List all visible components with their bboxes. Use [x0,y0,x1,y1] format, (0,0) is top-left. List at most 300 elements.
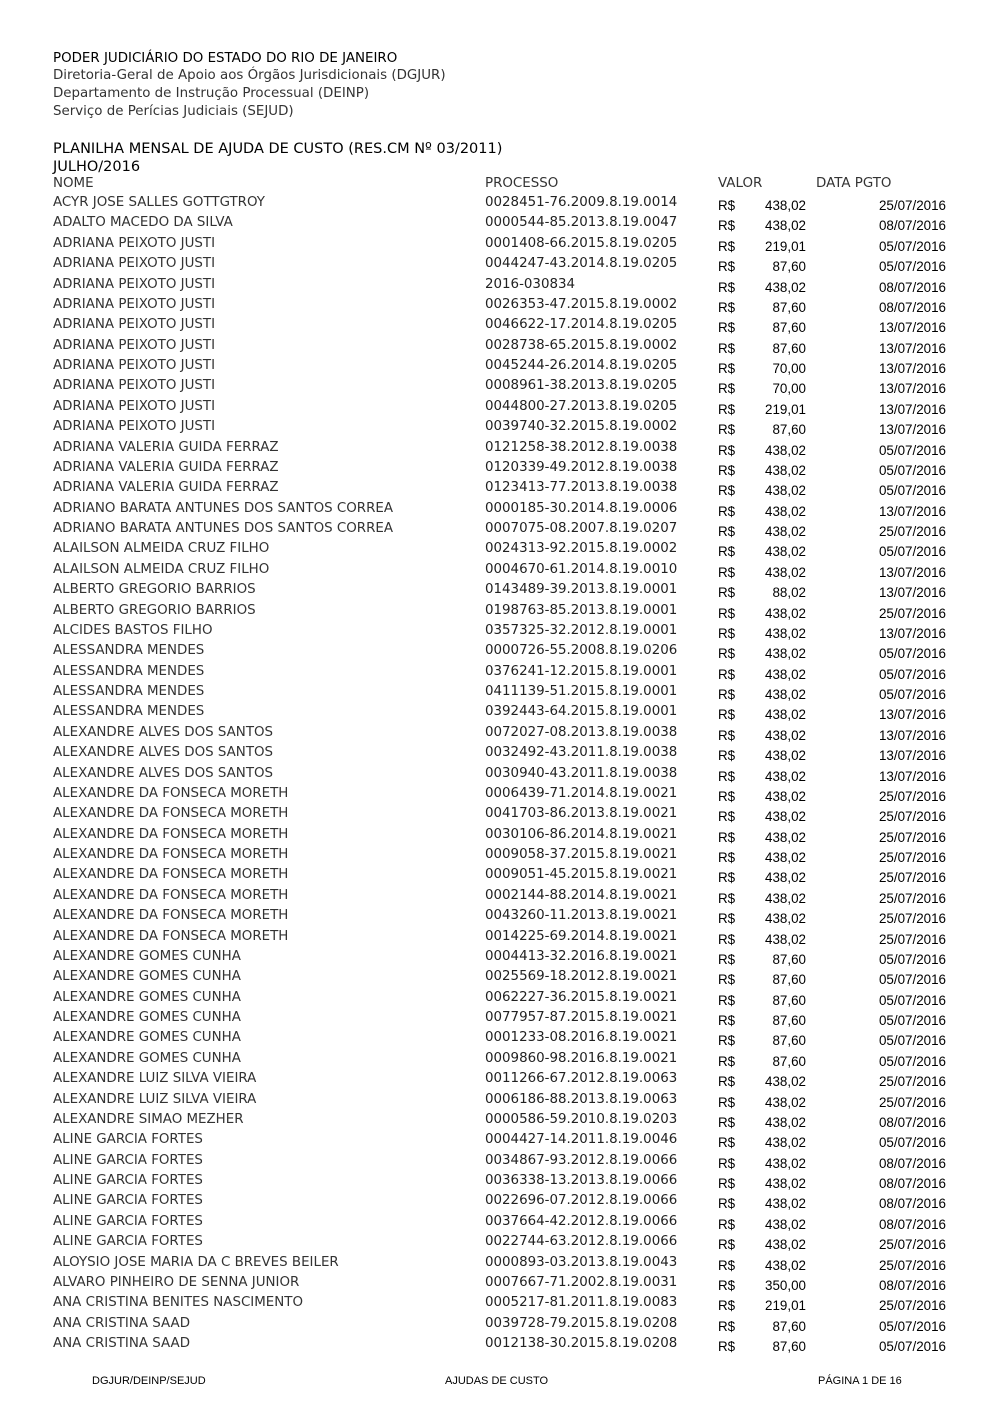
cell-processo: 0121258-38.2012.8.19.0038 [485,439,678,455]
cell-nome: ALINE GARCIA FORTES [53,1193,203,1209]
cell-processo: 0028451-76.2009.8.19.0014 [485,195,678,210]
cell-processo: 0077957-87.2015.8.19.0021 [485,1010,678,1025]
cell-processo: 0392443-64.2015.8.19.0001 [485,704,678,720]
cell-data-pgto: 05/07/2016 [878,544,946,560]
cell-nome: ALEXANDRE GOMES CUNHA [53,948,241,964]
cell-currency: R$ [718,279,736,295]
cell-currency: R$ [718,1114,736,1130]
cell-data-pgto: 08/07/2016 [878,299,946,315]
table-row [0,1335,1000,1355]
cell-currency: R$ [718,1033,736,1049]
cell-processo: 0007075-08.2007.8.19.0207 [485,521,678,536]
cell-valor: 438,02 [765,605,806,621]
cell-data-pgto: 25/07/2016 [878,809,946,825]
cell-processo: 0028738-65.2015.8.19.0002 [485,337,678,353]
cell-nome: ALEXANDRE DA FONSECA MORETH [53,887,289,903]
table-row [0,928,1000,948]
cell-valor: 438,02 [765,625,806,641]
cell-currency: R$ [718,707,736,723]
cell-valor: 438,02 [765,911,806,927]
cell-valor: 87,60 [772,259,806,275]
cell-processo: 0037664-42.2012.8.19.0066 [485,1213,678,1229]
cell-valor: 438,02 [765,442,806,458]
cell-nome: ALESSANDRA MENDES [53,663,205,679]
cell-data-pgto: 05/07/2016 [878,1033,946,1049]
cell-nome: ALAILSON ALMEIDA CRUZ FILHO [53,561,270,577]
cell-currency: R$ [718,585,736,601]
cell-processo: 0002144-88.2014.8.19.0021 [485,887,678,903]
cell-data-pgto: 13/07/2016 [878,361,946,376]
cell-processo: 0026353-47.2015.8.19.0002 [485,296,678,312]
cell-nome: ALAILSON ALMEIDA CRUZ FILHO [53,541,270,557]
cell-data-pgto: 08/07/2016 [878,218,946,234]
cell-processo: 0046622-17.2014.8.19.0205 [485,317,678,333]
cell-data-pgto: 13/07/2016 [878,320,946,336]
cell-data-pgto: 08/07/2016 [878,1277,946,1293]
cell-valor: 438,02 [765,1257,806,1273]
cell-currency: R$ [718,911,736,927]
cell-nome: ADRIANA VALERIA GUIDA FERRAZ [53,439,279,455]
table-row [0,316,1000,336]
cell-currency: R$ [718,788,736,804]
cell-data-pgto: 25/07/2016 [878,829,946,845]
cell-processo: 0000185-30.2014.8.19.0006 [485,500,678,516]
cell-data-pgto: 25/07/2016 [878,1257,946,1273]
cell-valor: 219,01 [765,238,806,254]
cell-currency: R$ [718,931,736,947]
cell-data-pgto: 05/07/2016 [878,442,946,458]
cell-valor: 87,60 [772,340,806,356]
cell-processo: 0024313-92.2015.8.19.0002 [485,541,678,557]
cell-valor: 438,02 [765,931,806,947]
cell-currency: R$ [718,625,736,641]
cell-currency: R$ [718,483,736,499]
table-row [0,276,1000,296]
directorate-name: Diretoria-Geral de Apoio aos Órgãos Jurisdicionais (DGJUR) [53,68,446,83]
cell-data-pgto: 08/07/2016 [878,1176,946,1191]
cell-processo: 0022696-07.2012.8.19.0066 [485,1193,678,1209]
footer-left: DGJUR/DEINP/SEJUD [92,1375,206,1387]
cell-nome: ALCIDES BASTOS FILHO [53,622,213,638]
table-row [0,1070,1000,1090]
cell-nome: ALBERTO GREGORIO BARRIOS [53,602,256,618]
cell-valor: 438,02 [765,748,806,764]
cell-data-pgto: 05/07/2016 [878,1053,946,1069]
table-row [0,1009,1000,1029]
cell-valor: 438,02 [765,218,806,234]
cell-processo: 0001233-08.2016.8.19.0021 [485,1030,678,1046]
cell-nome: ALEXANDRE GOMES CUNHA [53,1010,241,1025]
cell-valor: 87,60 [772,1033,806,1049]
table-row [0,785,1000,805]
cell-data-pgto: 13/07/2016 [878,564,946,580]
cell-currency: R$ [718,1216,736,1232]
cell-valor: 438,02 [765,666,806,682]
table-row [0,1152,1000,1172]
table-row [0,805,1000,825]
cell-currency: R$ [718,381,736,397]
cell-data-pgto: 05/07/2016 [878,1013,946,1028]
cell-valor: 438,02 [765,687,806,702]
cell-data-pgto: 05/07/2016 [878,259,946,275]
cell-nome: ADRIANA PEIXOTO JUSTI [53,398,216,414]
cell-nome: ALEXANDRE GOMES CUNHA [53,1050,241,1066]
cell-currency: R$ [718,809,736,825]
cell-currency: R$ [718,503,736,519]
cell-currency: R$ [718,340,736,356]
cell-processo: 0012138-30.2015.8.19.0208 [485,1336,678,1351]
cell-processo: 0004670-61.2014.8.19.0010 [485,561,678,577]
cell-currency: R$ [718,850,736,865]
cell-nome: ADRIANA PEIXOTO JUSTI [53,296,216,312]
cell-valor: 438,02 [765,850,806,865]
cell-nome: ALEXANDRE GOMES CUNHA [53,989,241,1005]
column-header-valor: VALOR [718,176,763,191]
table-row [0,622,1000,642]
table-row [0,377,1000,397]
cell-valor: 438,02 [765,1114,806,1130]
cell-currency: R$ [718,870,736,886]
cell-data-pgto: 25/07/2016 [878,1074,946,1090]
cell-currency: R$ [718,462,736,478]
cell-valor: 70,00 [772,381,806,397]
table-row [0,724,1000,744]
cell-currency: R$ [718,768,736,784]
table-row [0,744,1000,764]
table-row [0,663,1000,683]
column-header-data: DATA PGTO [816,176,892,191]
table-row [0,907,1000,927]
cell-currency: R$ [718,1053,736,1069]
cell-valor: 438,02 [765,768,806,784]
table-row [0,561,1000,581]
cell-valor: 438,02 [765,707,806,723]
cell-nome: ALINE GARCIA FORTES [53,1213,203,1229]
cell-currency: R$ [718,748,736,764]
cell-valor: 70,00 [772,361,806,376]
cell-processo: 0039740-32.2015.8.19.0002 [485,419,678,435]
cell-currency: R$ [718,972,736,988]
cell-nome: ADRIANA PEIXOTO JUSTI [53,378,216,394]
cell-data-pgto: 13/07/2016 [878,422,946,438]
cell-data-pgto: 08/07/2016 [878,1114,946,1130]
cell-processo: 0022744-63.2012.8.19.0066 [485,1234,678,1250]
payment-table [0,194,1000,1355]
cell-processo: 0000726-55.2008.8.19.0206 [485,643,678,659]
cell-currency: R$ [718,1013,736,1028]
cell-data-pgto: 05/07/2016 [878,238,946,254]
cell-valor: 438,02 [765,1237,806,1253]
table-row [0,948,1000,968]
cell-nome: ADRIANA PEIXOTO JUSTI [53,358,216,373]
cell-processo: 0014225-69.2014.8.19.0021 [485,928,678,944]
cell-nome: ACYR JOSE SALLES GOTTGTROY [53,195,265,210]
cell-nome: ANA CRISTINA BENITES NASCIMENTO [53,1295,303,1311]
table-row [0,459,1000,479]
table-row [0,1233,1000,1253]
cell-valor: 87,60 [772,1318,806,1334]
court-name: PODER JUDICIÁRIO DO ESTADO DO RIO DE JANEIRO [53,51,398,66]
cell-nome: ALEXANDRE DA FONSECA MORETH [53,847,289,862]
cell-data-pgto: 13/07/2016 [878,585,946,601]
cell-data-pgto: 13/07/2016 [878,768,946,784]
cell-data-pgto: 13/07/2016 [878,625,946,641]
cell-processo: 0039728-79.2015.8.19.0208 [485,1315,678,1331]
cell-data-pgto: 05/07/2016 [878,1318,946,1334]
cell-processo: 0044800-27.2013.8.19.0205 [485,398,678,414]
cell-data-pgto: 25/07/2016 [878,1298,946,1314]
cell-currency: R$ [718,1318,736,1334]
cell-valor: 438,02 [765,727,806,743]
cell-currency: R$ [718,1257,736,1273]
cell-processo: 0001408-66.2015.8.19.0205 [485,235,678,251]
table-row [0,500,1000,520]
cell-valor: 87,60 [772,1339,806,1354]
cell-data-pgto: 08/07/2016 [878,1216,946,1232]
cell-nome: ALVARO PINHEIRO DE SENNA JUNIOR [53,1274,300,1290]
cell-processo: 0041703-86.2013.8.19.0021 [485,806,678,822]
table-row [0,194,1000,214]
cell-processo: 0025569-18.2012.8.19.0021 [485,969,678,985]
cell-processo: 0004413-32.2016.8.19.0021 [485,948,678,964]
cell-data-pgto: 08/07/2016 [878,279,946,295]
cell-currency: R$ [718,218,736,234]
table-row [0,703,1000,723]
cell-currency: R$ [718,1176,736,1191]
table-row [0,337,1000,357]
cell-nome: ALOYSIO JOSE MARIA DA C BREVES BEILER [53,1254,339,1270]
cell-currency: R$ [718,890,736,906]
cell-currency: R$ [718,687,736,702]
cell-processo: 0120339-49.2012.8.19.0038 [485,459,678,475]
cell-data-pgto: 05/07/2016 [878,666,946,682]
cell-data-pgto: 13/07/2016 [878,727,946,743]
cell-data-pgto: 08/07/2016 [878,1155,946,1171]
cell-processo: 0143489-39.2013.8.19.0001 [485,582,678,598]
cell-processo: 0011266-67.2012.8.19.0063 [485,1071,678,1087]
cell-nome: ADRIANO BARATA ANTUNES DOS SANTOS CORREA [53,500,394,516]
cell-data-pgto: 05/07/2016 [878,992,946,1008]
cell-processo: 0000544-85.2013.8.19.0047 [485,215,678,231]
cell-processo: 0357325-32.2012.8.19.0001 [485,622,678,638]
cell-currency: R$ [718,1135,736,1151]
cell-valor: 87,60 [772,951,806,967]
table-row [0,1254,1000,1274]
cell-nome: ALEXANDRE SIMAO MEZHER [53,1111,244,1127]
cell-nome: ALEXANDRE DA FONSECA MORETH [53,908,289,924]
cell-nome: ADALTO MACEDO DA SILVA [53,215,233,231]
column-header-nome: NOME [53,176,94,191]
cell-nome: ALESSANDRA MENDES [53,704,205,720]
table-row [0,296,1000,316]
cell-currency: R$ [718,1237,736,1253]
cell-data-pgto: 13/07/2016 [878,381,946,397]
table-row [0,866,1000,886]
table-row [0,398,1000,418]
cell-processo: 0062227-36.2015.8.19.0021 [485,989,678,1005]
footer-center: AJUDAS DE CUSTO [445,1375,549,1387]
cell-processo: 0008961-38.2013.8.19.0205 [485,378,678,394]
cell-valor: 87,60 [772,972,806,988]
cell-currency: R$ [718,544,736,560]
cell-valor: 88,02 [772,585,806,601]
cell-nome: ADRIANA PEIXOTO JUSTI [53,276,216,292]
cell-processo: 0007667-71.2002.8.19.0031 [485,1274,678,1290]
cell-valor: 438,02 [765,279,806,295]
cell-processo: 0036338-13.2013.8.19.0066 [485,1173,678,1188]
table-row [0,1050,1000,1070]
cell-currency: R$ [718,1094,736,1110]
cell-processo: 0376241-12.2015.8.19.0001 [485,663,678,679]
table-row [0,602,1000,622]
cell-processo: 0000586-59.2010.8.19.0203 [485,1111,678,1127]
cell-nome: ADRIANA PEIXOTO JUSTI [53,337,216,353]
cell-nome: ALINE GARCIA FORTES [53,1234,203,1250]
table-row [0,846,1000,866]
cell-data-pgto: 05/07/2016 [878,462,946,478]
cell-nome: ALEXANDRE DA FONSECA MORETH [53,928,289,944]
cell-processo: 0004427-14.2011.8.19.0046 [485,1132,678,1148]
cell-valor: 438,02 [765,198,806,213]
cell-valor: 438,02 [765,890,806,906]
cell-currency: R$ [718,1298,736,1314]
cell-currency: R$ [718,198,736,213]
cell-currency: R$ [718,422,736,438]
cell-currency: R$ [718,259,736,275]
cell-valor: 219,01 [765,401,806,417]
table-row [0,989,1000,1009]
cell-data-pgto: 25/07/2016 [878,788,946,804]
cell-data-pgto: 05/07/2016 [878,483,946,499]
cell-processo: 0005217-81.2011.8.19.0083 [485,1295,678,1311]
document-title: PLANILHA MENSAL DE AJUDA DE CUSTO (RES.CM Nº 03/2011) [53,141,503,157]
cell-data-pgto: 13/07/2016 [878,503,946,519]
cell-nome: ALEXANDRE LUIZ SILVA VIEIRA [53,1091,257,1107]
cell-data-pgto: 05/07/2016 [878,646,946,662]
department-name: Departamento de Instrução Processual (DEINP) [53,86,370,101]
cell-data-pgto: 05/07/2016 [878,1135,946,1151]
cell-data-pgto: 05/07/2016 [878,972,946,988]
cell-valor: 438,02 [765,544,806,560]
cell-currency: R$ [718,442,736,458]
table-row [0,540,1000,560]
cell-valor: 438,02 [765,1216,806,1232]
cell-nome: ALEXANDRE GOMES CUNHA [53,1030,241,1046]
cell-currency: R$ [718,238,736,254]
cell-valor: 438,02 [765,809,806,825]
cell-valor: 438,02 [765,788,806,804]
table-row [0,1029,1000,1049]
cell-processo: 2016-030834 [485,276,576,292]
cell-processo: 0000893-03.2013.8.19.0043 [485,1254,678,1270]
cell-valor: 438,02 [765,1094,806,1110]
cell-valor: 438,02 [765,1196,806,1212]
table-row [0,968,1000,988]
cell-valor: 438,02 [765,1135,806,1151]
cell-processo: 0030940-43.2011.8.19.0038 [485,765,678,781]
cell-valor: 438,02 [765,870,806,886]
cell-processo: 0043260-11.2013.8.19.0021 [485,908,678,924]
cell-valor: 87,60 [772,1053,806,1069]
table-row [0,1294,1000,1314]
cell-currency: R$ [718,646,736,662]
cell-processo: 0006186-88.2013.8.19.0063 [485,1091,678,1107]
cell-nome: ALEXANDRE DA FONSECA MORETH [53,867,289,883]
cell-nome: ALBERTO GREGORIO BARRIOS [53,582,256,598]
cell-processo: 0009051-45.2015.8.19.0021 [485,867,678,883]
table-row [0,520,1000,540]
table-row [0,1274,1000,1294]
cell-processo: 0034867-93.2012.8.19.0066 [485,1152,678,1168]
cell-currency: R$ [718,524,736,539]
cell-data-pgto: 13/07/2016 [878,707,946,723]
cell-data-pgto: 13/07/2016 [878,748,946,764]
cell-currency: R$ [718,361,736,376]
cell-nome: ANA CRISTINA SAAD [53,1336,191,1351]
cell-nome: ADRIANA VALERIA GUIDA FERRAZ [53,480,279,496]
cell-currency: R$ [718,320,736,336]
cell-data-pgto: 25/07/2016 [878,890,946,906]
cell-valor: 438,02 [765,524,806,539]
cell-currency: R$ [718,1074,736,1090]
cell-nome: ADRIANA PEIXOTO JUSTI [53,256,216,272]
cell-valor: 87,60 [772,299,806,315]
cell-valor: 87,60 [772,1013,806,1028]
cell-nome: ADRIANA PEIXOTO JUSTI [53,235,216,251]
table-row [0,826,1000,846]
document-period: JULHO/2016 [53,159,141,175]
cell-currency: R$ [718,299,736,315]
table-row [0,683,1000,703]
cell-valor: 87,60 [772,422,806,438]
cell-currency: R$ [718,992,736,1008]
table-row [0,418,1000,438]
cell-processo: 0072027-08.2013.8.19.0038 [485,724,678,740]
footer-page-number: PÁGINA 1 DE 16 [818,1375,902,1387]
cell-data-pgto: 25/07/2016 [878,850,946,865]
cell-valor: 438,02 [765,1155,806,1171]
cell-nome: ALINE GARCIA FORTES [53,1173,203,1188]
cell-data-pgto: 25/07/2016 [878,1094,946,1110]
cell-valor: 438,02 [765,646,806,662]
cell-nome: ALEXANDRE DA FONSECA MORETH [53,826,289,842]
cell-valor: 87,60 [772,320,806,336]
cell-nome: ALINE GARCIA FORTES [53,1152,203,1168]
cell-nome: ADRIANA VALERIA GUIDA FERRAZ [53,459,279,475]
cell-nome: ALESSANDRA MENDES [53,643,205,659]
cell-currency: R$ [718,401,736,417]
cell-valor: 438,02 [765,1176,806,1191]
service-name: Serviço de Perícias Judiciais (SEJUD) [53,104,294,119]
cell-data-pgto: 25/07/2016 [878,605,946,621]
cell-nome: ALEXANDRE ALVES DOS SANTOS [53,724,274,740]
cell-processo: 0009058-37.2015.8.19.0021 [485,847,678,862]
cell-valor: 438,02 [765,462,806,478]
cell-nome: ALEXANDRE ALVES DOS SANTOS [53,745,274,761]
cell-processo: 0030106-86.2014.8.19.0021 [485,826,678,842]
table-row [0,357,1000,377]
cell-data-pgto: 13/07/2016 [878,401,946,417]
cell-data-pgto: 25/07/2016 [878,524,946,539]
cell-currency: R$ [718,666,736,682]
table-row [0,1315,1000,1335]
cell-processo: 0009860-98.2016.8.19.0021 [485,1050,678,1066]
cell-nome: ALEXANDRE ALVES DOS SANTOS [53,765,274,781]
cell-currency: R$ [718,1277,736,1293]
cell-processo: 0044247-43.2014.8.19.0205 [485,256,678,272]
cell-data-pgto: 25/07/2016 [878,870,946,886]
cell-nome: ALESSANDRA MENDES [53,684,205,699]
